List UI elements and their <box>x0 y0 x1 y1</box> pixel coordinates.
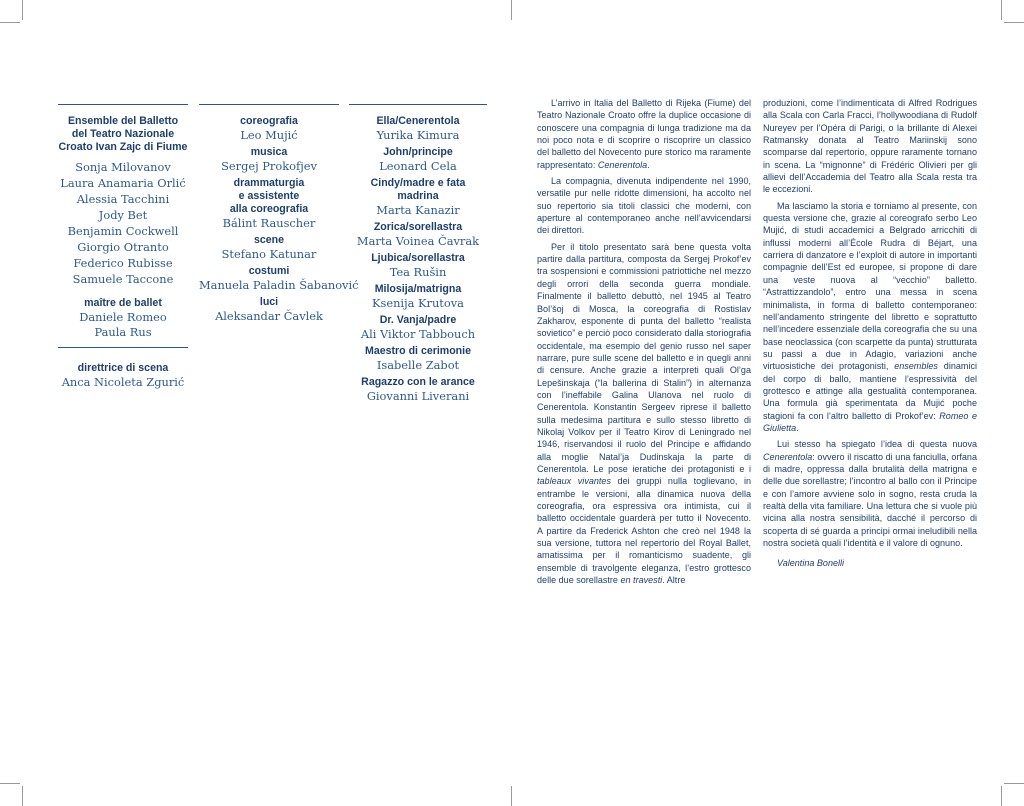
direttrice-heading: direttrice di scena <box>77 362 169 374</box>
essay-text: . <box>647 159 650 170</box>
essay-italic: en travesti <box>620 575 663 586</box>
direttrice-name: Anca Nicoleta Zgurić <box>61 375 185 389</box>
essay-italic: Cenerentola <box>597 159 648 170</box>
cast-role: Zorica/sorellastra <box>373 221 463 233</box>
maitre-name: Paula Rus <box>94 325 152 339</box>
ensemble-member: Alessia Tacchini <box>76 192 170 206</box>
crop-mark <box>1004 783 1024 784</box>
cast-role: Ljubica/sorellastra <box>371 252 465 264</box>
cast-role: Ragazzo con le arance <box>361 376 475 388</box>
costumi-name: Manuela Paladin Šabanović <box>199 278 359 292</box>
essay-paragraph <box>537 97 751 171</box>
credits-column-ensemble <box>58 104 188 390</box>
essay-italic: Romeo e Giulietta <box>763 410 977 433</box>
crop-mark <box>511 786 512 806</box>
credits-column-cast <box>349 104 487 404</box>
crop-mark <box>0 22 20 23</box>
ensemble-member: Federico Rubisse <box>73 256 173 270</box>
crop-mark <box>0 783 20 784</box>
essay-text: . <box>796 422 799 433</box>
maitre-name: Daniele Romeo <box>79 310 167 324</box>
essay-text: dei gruppi nulla toglievano, in entrambe le versioni, alla dinamica nuova della coreografia, ora espressiva ora intimista, cui il balletto occidentale guarderà per tutto il Novecento. A partire da Frederick Ashton che creò nel 1948 la sua versione, tuttora nel repertorio del Royal Ballet, amatissima per il romanticismo suadente, gli ensemble di travolgente eleganza, l’estro grottesco delle due sorellastre <box>537 476 751 586</box>
column-rule <box>58 104 188 105</box>
cast-role: Ella/Cenerentola <box>376 115 460 127</box>
cast-name: Ali Viktor Tabbouch <box>360 327 476 341</box>
essay-paragraph <box>763 438 977 549</box>
cast-role: Cindy/madre e fata madrina <box>370 177 466 202</box>
essay-italic: Cenerentola <box>763 451 813 462</box>
musica-name: Sergej Prokofjev <box>221 159 317 173</box>
essay-text: Lui stesso ha spiegato l’idea di questa nuova <box>777 439 977 450</box>
crop-mark <box>511 0 512 20</box>
essay-italic: ensembles <box>894 361 938 372</box>
essay-paragraph: La compagnia, divenuta indipendente nel 1990, versatile pur nelle ridotte dimensioni, ha accolto nel suo repertorio sia titoli classici che moderni, con aperture al contemporaneo anche nell’avvicendarsi dei direttori. <box>537 176 751 236</box>
essay-text: Ma lasciamo la storia e torniamo al presente, con questa versione che, grazie al coreografo serbo Leo Mujić, di studi accademici a Belgrado arricchiti di influssi moderni all’École Rudra di Béjart, una carriera di danzatore e l’exploit di autore in importanti compagnie dell’Est ed europee, si propone di dare una veste nuova al “vecchio” balletto. “Astrattizzandolo”, entro una messa in scena minimalista, in forma di balletto contemporaneo: nell’andamento stringente del libretto e soprattutto nell’incedere essenziale della coreografia che su una base neoclassica (con scarpette da punta) strutturata su passi a due in Adagio, variazioni anche virtuosistiche dei protagonisti, <box>763 200 977 372</box>
essay-italic: tableaux vivantes <box>537 476 611 487</box>
cast-name: Ksenija Krutova <box>372 296 464 310</box>
essay-column-right <box>763 97 977 574</box>
crop-mark <box>1004 22 1024 23</box>
ensemble-member: Jody Bet <box>98 208 148 222</box>
crop-mark <box>22 786 23 806</box>
cast-role: Milosija/matrigna <box>374 283 462 295</box>
crop-mark <box>22 0 23 20</box>
essay-text: . Altre <box>662 575 686 586</box>
essay-column-left <box>537 97 751 590</box>
scene-heading: scene <box>253 234 285 246</box>
essay-paragraph <box>763 200 977 435</box>
ensemble-member: Giorgio Otranto <box>77 240 169 254</box>
cast-name: Marta Kanazir <box>376 203 460 217</box>
ensemble-member: Samuele Taccone <box>72 272 174 286</box>
column-rule <box>58 347 188 348</box>
ensemble-heading: Ensemble del Balletto del Teatro Nazionale Croato Ivan Zajc di Fiume <box>58 115 188 153</box>
cast-name: Isabelle Zabot <box>376 358 460 372</box>
cast-role: Maestro di cerimonie <box>365 345 471 357</box>
essay-text: dinamici del corpo di ballo, mantiene l’espressività del grottesco e attinge alla gestualità contemporanea. Una formula già sperimentata da Mujić poche stagioni fa con l’altro balletto di Prokof’ev: <box>763 361 977 421</box>
ensemble-list <box>58 159 188 287</box>
cast-name: Leonard Cela <box>379 159 457 173</box>
crop-mark <box>1001 786 1002 806</box>
luci-heading: luci <box>259 296 279 308</box>
cast-name: Giovanni Liverani <box>366 389 470 403</box>
crop-mark <box>1001 0 1002 20</box>
scene-name: Stefano Katunar <box>221 247 317 261</box>
essay-paragraph <box>537 241 751 587</box>
column-rule <box>199 104 339 105</box>
essay-text: L’arrivo in Italia del Balletto di Rijeka (Fiume) del Teatro Nazionale Croato offre la duplice occasione di conoscere una compagnia di lunga tradizione ma da noi poco nota e di scoprire o riscoprire un classico del balletto del Novecento pure storico ma raramente rappresentato: <box>537 98 751 170</box>
credits-column-creative-team <box>199 104 359 324</box>
musica-heading: musica <box>250 146 288 158</box>
drammaturgia-name: Bálint Rauscher <box>222 216 316 230</box>
luci-name: Aleksandar Čavlek <box>215 309 323 323</box>
author-signature: Valentina Bonelli <box>777 558 845 569</box>
cast-name: Yurika Kimura <box>376 128 460 142</box>
cast-role: John/principe <box>383 146 453 158</box>
coreografia-name: Leo Mujić <box>240 128 298 142</box>
coreografia-heading: coreografia <box>240 115 298 127</box>
essay-text: : ovvero il riscatto di una fanciulla, orfana di madre, oppressa dalla brutalità della matrigna e delle due sorellastre; l’incontro al ballo con il Principe e con l’amore avviene solo in sogno, resta cruda la realtà della vita familiare. Una lettura che si vuole più vicina alla nostra sensibilità, dacché il percorso di scoperta di sé guarda a principi ormai ineludibili nella nostra società quali l’identità e il valore di ognuno. <box>763 451 977 549</box>
costumi-heading: costumi <box>248 265 290 277</box>
ensemble-member: Laura Anamaria Orlić <box>60 176 186 190</box>
cast-role: Dr. Vanja/padre <box>379 314 457 326</box>
ensemble-member: Benjamin Cockwell <box>67 224 179 238</box>
column-rule <box>349 104 487 105</box>
ensemble-member: Sonja Milovanov <box>75 160 171 174</box>
essay-text: Per il titolo presentato sarà bene questa volta partire dalla partitura, composta da Sergej Prokof’ev tra sospensioni e commissioni patriottiche nel mezzo degli orrori della seconda guerra mondiale. Finalmente il balletto debuttò, nel 1945 al Teatro Bol’šoj di Mosca, la coreografia di Rostislav Zakharov, esponente di punta del balletto “realista sovietico” e perciò poco considerato dalla storiografia occidentale, ma esempio del genio russo nel saper narrare, pure sulle scene del balletto e in quegli anni di censure. Anche grazie a interpreti quali Ol’ga Lepešinskaja (“la ballerina di Stalin”) in alternanza con l’ineffabile Galina Ulanova nel ruolo di Cenerentola. Konstantin Sergeev riprese il balletto sulla medesima partitura e sullo stesso libretto di Nikolaj Volkov per il Teatro Kirov di Leningrado nel 1946, riservandosi il ruolo del Principe e affidando alla moglie Natal’ja Dudinskaja la parte di Cenerentola. Le pose ieratiche dei protagonisti e i <box>537 241 751 474</box>
cast-name: Tea Rušin <box>389 265 447 279</box>
cast-name: Marta Voinea Čavrak <box>356 234 480 248</box>
drammaturgia-heading: drammaturgia e assistente alla coreografia <box>229 177 309 215</box>
essay-paragraph: produzioni, come l’indimenticata di Alfred Rodrigues alla Scala con Carla Fracci, l’hollywoodiana di Rudolf Nureyev per l’Opéra di Parigi, o la brillante di Alexei Ratmansky donata al Teatro Mariinskij sono scomparse dal repertorio, oppure raramente tornano in scena. La “mignonne” di Frédéric Olivieri per gli allievi dell’Accademia del Teatro alla Scala resta tra le eccezioni. <box>763 98 977 195</box>
maitre-heading: maître de ballet <box>84 297 162 309</box>
